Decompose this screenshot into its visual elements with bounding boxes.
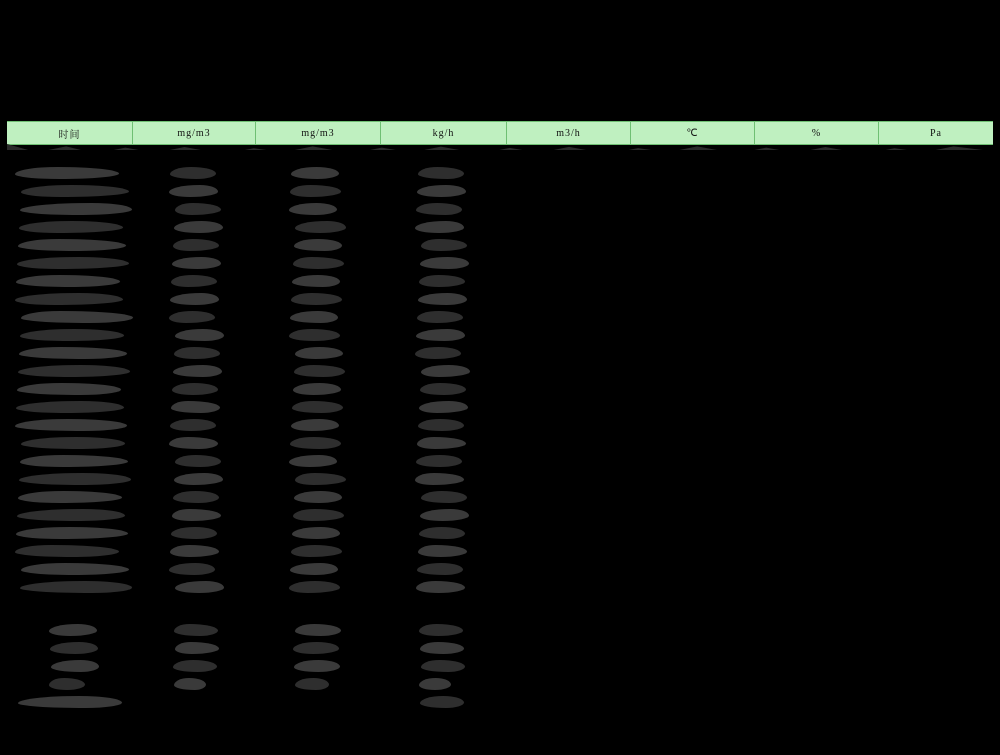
redacted-cell bbox=[289, 203, 337, 215]
redacted-cell bbox=[20, 203, 132, 215]
redacted-cell bbox=[169, 185, 218, 197]
redacted-footer-cell bbox=[50, 642, 98, 654]
redacted-cell bbox=[418, 545, 467, 557]
redacted-footer-cell bbox=[293, 642, 339, 654]
redacted-cell bbox=[171, 401, 220, 413]
unit-volume-flow-label: m3/h bbox=[556, 127, 581, 139]
redacted-cell bbox=[290, 563, 338, 575]
redacted-footer-cell bbox=[49, 678, 85, 690]
redacted-footer-cell bbox=[419, 624, 463, 636]
redacted-cell bbox=[15, 167, 119, 179]
redacted-cell bbox=[18, 239, 126, 251]
redacted-cell bbox=[289, 329, 340, 341]
unit-concentration-2-label: mg/m3 bbox=[301, 127, 335, 139]
redacted-cell bbox=[19, 473, 131, 485]
redacted-cell bbox=[173, 491, 219, 503]
redacted-cell bbox=[293, 257, 344, 269]
unit-concentration-1 bbox=[133, 122, 256, 144]
redacted-cell bbox=[172, 383, 218, 395]
redacted-cell bbox=[294, 239, 342, 251]
redacted-cell bbox=[420, 509, 469, 521]
redacted-cell bbox=[418, 167, 464, 179]
redacted-cell bbox=[15, 419, 127, 431]
redacted-cell bbox=[290, 437, 341, 449]
mask-top-full bbox=[0, 61, 1000, 121]
mask-top-mid bbox=[0, 26, 744, 61]
redacted-cell bbox=[173, 365, 222, 377]
redacted-cell bbox=[292, 527, 340, 539]
mask-top-left bbox=[0, 0, 372, 26]
unit-temperature-label: ℃ bbox=[686, 127, 699, 139]
redacted-cell bbox=[20, 581, 132, 593]
redacted-cell bbox=[18, 365, 130, 377]
redacted-cell bbox=[175, 581, 224, 593]
redacted-cell bbox=[17, 383, 121, 395]
redacted-cell bbox=[19, 347, 127, 359]
redacted-footer-cell bbox=[294, 660, 340, 672]
unit-pressure bbox=[879, 122, 993, 144]
redacted-cell bbox=[415, 347, 461, 359]
unit-percent-label: % bbox=[811, 127, 822, 139]
unit-concentration-1-label: mg/m3 bbox=[177, 127, 211, 139]
mask-body-right bbox=[374, 150, 1000, 755]
redacted-cell bbox=[292, 275, 340, 287]
unit-time bbox=[7, 122, 133, 144]
redacted-footer-cell bbox=[420, 696, 464, 708]
redacted-footer-cell bbox=[173, 660, 217, 672]
redacted-cell bbox=[290, 311, 338, 323]
unit-temperature bbox=[631, 122, 755, 144]
redacted-cell bbox=[421, 491, 467, 503]
redacted-cell bbox=[20, 329, 124, 341]
redacted-footer-cell bbox=[295, 624, 341, 636]
unit-volume-flow bbox=[507, 122, 631, 144]
redacted-footer-cell bbox=[419, 678, 451, 690]
redacted-cell bbox=[416, 455, 462, 467]
redacted-cell bbox=[15, 545, 119, 557]
redacted-cell bbox=[170, 419, 216, 431]
redacted-footer-cell bbox=[421, 660, 465, 672]
redacted-cell bbox=[417, 185, 466, 197]
redacted-footer-cell bbox=[49, 624, 97, 636]
redacted-cell bbox=[169, 563, 215, 575]
redacted-summary-cell bbox=[18, 696, 122, 708]
redacted-cell bbox=[171, 527, 217, 539]
redacted-footer-cell bbox=[420, 642, 464, 654]
redacted-cell bbox=[172, 257, 221, 269]
redacted-cell bbox=[418, 419, 464, 431]
redacted-cell bbox=[289, 455, 337, 467]
redacted-footer-cell bbox=[295, 678, 329, 690]
redacted-cell bbox=[295, 347, 343, 359]
redacted-cell bbox=[174, 347, 220, 359]
redacted-cell bbox=[420, 383, 466, 395]
unit-percent bbox=[755, 122, 879, 144]
redacted-cell bbox=[21, 437, 125, 449]
redacted-footer-cell bbox=[174, 624, 218, 636]
redacted-cell bbox=[416, 329, 465, 341]
unit-pressure-label: Pa bbox=[930, 127, 942, 139]
redacted-cell bbox=[292, 401, 343, 413]
redacted-cell bbox=[175, 329, 224, 341]
redacted-cell bbox=[293, 383, 341, 395]
redacted-cell bbox=[21, 311, 133, 323]
redacted-cell bbox=[291, 167, 339, 179]
redacted-cell bbox=[418, 293, 467, 305]
redacted-cell bbox=[169, 437, 218, 449]
redacted-footer-cell bbox=[174, 678, 206, 690]
redacted-cell bbox=[294, 491, 342, 503]
redacted-cell bbox=[291, 419, 339, 431]
mask-body-mid bbox=[208, 150, 374, 755]
redacted-cell bbox=[174, 221, 223, 233]
redacted-cell bbox=[17, 509, 125, 521]
redacted-cell bbox=[16, 275, 120, 287]
redacted-footer-cell bbox=[51, 660, 99, 672]
unit-mass-flow-label: kg/h bbox=[432, 127, 455, 139]
redacted-cell bbox=[417, 311, 463, 323]
redacted-cell bbox=[170, 293, 219, 305]
table-units-header-row bbox=[7, 121, 993, 145]
redacted-cell bbox=[421, 239, 467, 251]
redacted-cell bbox=[294, 365, 345, 377]
redacted-cell bbox=[419, 527, 465, 539]
redacted-cell bbox=[416, 203, 462, 215]
redacted-cell bbox=[417, 563, 463, 575]
redacted-cell bbox=[416, 581, 465, 593]
unit-mass-flow bbox=[381, 122, 507, 144]
redacted-cell bbox=[420, 257, 469, 269]
redacted-cell bbox=[170, 167, 216, 179]
redacted-cell bbox=[16, 401, 124, 413]
redacted-cell bbox=[415, 221, 464, 233]
unit-time-label: 时间 bbox=[58, 129, 81, 141]
unit-concentration-2 bbox=[256, 122, 381, 144]
redacted-cell bbox=[175, 455, 221, 467]
redacted-cell bbox=[295, 221, 346, 233]
redacted-cell bbox=[419, 275, 465, 287]
redacted-cell bbox=[291, 293, 342, 305]
redacted-cell bbox=[21, 563, 129, 575]
